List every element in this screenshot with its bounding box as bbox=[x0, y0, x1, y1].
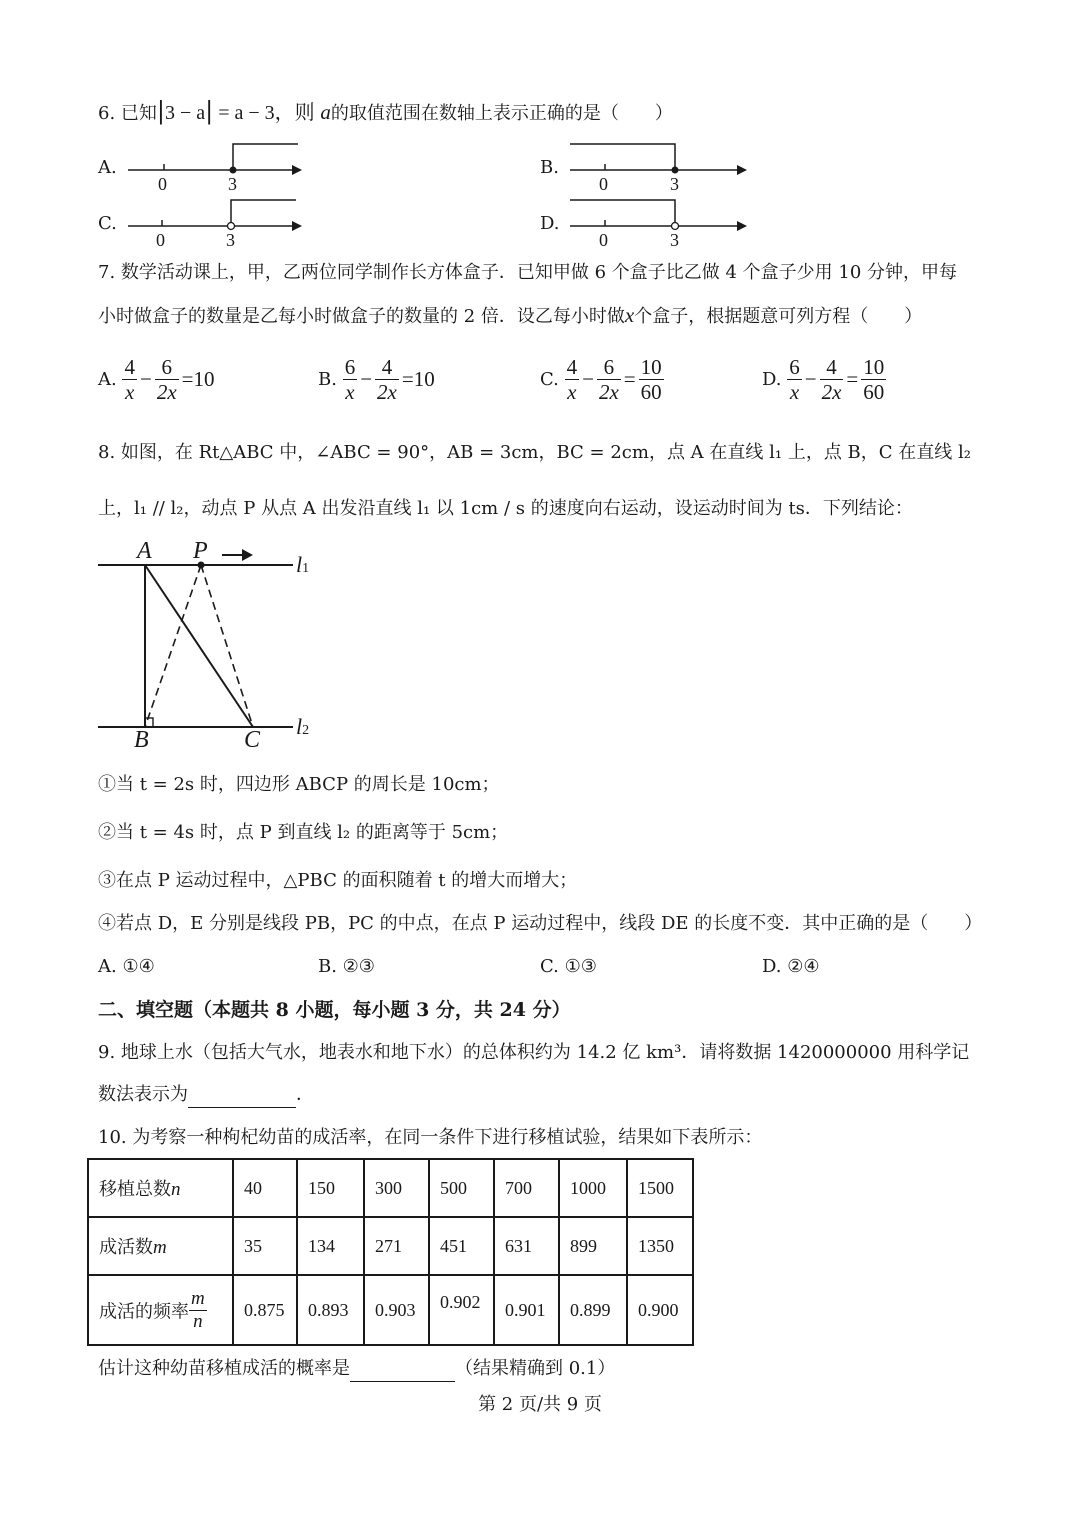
table-header-cell: 成活数m bbox=[88, 1217, 233, 1275]
q8-option-d[interactable]: D. ②④ bbox=[762, 956, 820, 977]
fig-label-a: A bbox=[137, 538, 152, 564]
table-cell: 0.893 bbox=[297, 1275, 364, 1345]
table-cell: 300 bbox=[364, 1159, 429, 1217]
q6-option-b-letter[interactable]: B. bbox=[540, 157, 559, 178]
q9-line-1: 9. 地球上水（包括大气水，地表水和地下水）的总体积约为 14.2 亿 km³．请将数据 1420000000 用科学记 bbox=[98, 1042, 970, 1063]
q6-option-a-letter[interactable]: A. bbox=[98, 157, 117, 178]
q10-table bbox=[87, 1158, 694, 1346]
q8-statement-2: ②当 t = 4s 时，点 P 到直线 l₂ 的距离等于 5cm； bbox=[98, 822, 509, 843]
table-cell: 451 bbox=[429, 1217, 494, 1275]
q8-option-a[interactable]: A. ①④ bbox=[98, 956, 155, 977]
q6-option-c-letter[interactable]: C. bbox=[98, 213, 117, 234]
table-cell: 899 bbox=[559, 1217, 627, 1275]
q6-option-b-number-line bbox=[565, 140, 765, 195]
segment-ac bbox=[145, 565, 253, 727]
q8-line-2: 上，l₁ // l₂，动点 P 从点 A 出发沿直线 l₁ 以 1cm / s 的速度向右运动，设运动时间为 ts．下列结论： bbox=[98, 498, 913, 519]
table-cell: 0.900 bbox=[627, 1275, 693, 1345]
q10-after-table: 估计这种幼苗移植成活的概率是 （结果精确到 0.1） bbox=[98, 1356, 615, 1382]
table-header-cell: 成活的频率 $\frac{m}{n}$ bbox=[88, 1275, 233, 1345]
page-footer: 第 2 页/共 9 页 bbox=[478, 1394, 602, 1415]
table-cell: 1000 bbox=[559, 1159, 627, 1217]
q8-option-b[interactable]: B. ②③ bbox=[318, 956, 375, 977]
section-2-heading: 二、填空题（本题共 8 小题，每小题 3 分，共 24 分） bbox=[98, 999, 571, 1021]
table-cell: 1500 bbox=[627, 1159, 693, 1217]
q10-line-1: 10. 为考察一种枸杞幼苗的成活率，在同一条件下进行移植试验，结果如下表所示： bbox=[98, 1127, 763, 1148]
table-cell: 150 bbox=[297, 1159, 364, 1217]
fig-label-c: C bbox=[244, 727, 261, 753]
segment-pb bbox=[145, 565, 201, 727]
q10-answer-blank[interactable] bbox=[350, 1361, 455, 1382]
table-cell: 0.875 bbox=[233, 1275, 297, 1345]
q9-answer-blank[interactable] bbox=[188, 1087, 296, 1108]
q8-option-c[interactable]: C. ①③ bbox=[540, 956, 597, 977]
q6-b-zero: 0 bbox=[599, 174, 608, 194]
table-cell: 35 bbox=[233, 1217, 297, 1275]
q7-option-d[interactable]: D. $\frac{6}{x}$ − $\frac{4}{2x}$ = $\frac{10}{60}$ bbox=[762, 355, 885, 404]
table-header-cell: 移植总数n bbox=[88, 1159, 233, 1217]
table-cell: 500 bbox=[429, 1159, 494, 1217]
segment-pc bbox=[201, 565, 253, 727]
q8-statement-1: ①当 t = 2s 时，四边形 ABCP 的周长是 10cm； bbox=[98, 774, 500, 795]
table-cell: 0.902 bbox=[429, 1275, 494, 1345]
table-cell: 1350 bbox=[627, 1217, 693, 1275]
table-cell: 0.899 bbox=[559, 1275, 627, 1345]
table-cell: 271 bbox=[364, 1217, 429, 1275]
q8-line-1: 8. 如图，在 Rt△ABC 中，∠ABC = 90°，AB = 3cm，BC = 2cm，点 A 在直线 l₁ 上，点 B，C 在直线 l₂ bbox=[98, 442, 971, 463]
fig-label-l2: l2 bbox=[296, 714, 310, 739]
table-cell: 700 bbox=[494, 1159, 559, 1217]
q7-option-c[interactable]: C. $\frac{4}{x}$ − $\frac{6}{2x}$ = $\frac{10}{60}$ bbox=[540, 355, 662, 404]
table-cell: 631 bbox=[494, 1217, 559, 1275]
table-cell: 40 bbox=[233, 1159, 297, 1217]
table-cell: 0.903 bbox=[364, 1275, 429, 1345]
q6-a-three: 3 bbox=[228, 174, 237, 194]
fig-label-p: P bbox=[193, 538, 208, 564]
fig-label-l1: l1 bbox=[296, 552, 310, 577]
table-cell: 0.901 bbox=[494, 1275, 559, 1345]
q6-d-zero: 0 bbox=[599, 230, 608, 250]
fig-label-b: B bbox=[134, 727, 149, 753]
q6-a-zero: 0 bbox=[158, 174, 167, 194]
q8-statement-3: ③在点 P 运动过程中，△PBC 的面积随着 t 的增大而增大； bbox=[98, 870, 578, 891]
table-row bbox=[88, 1159, 693, 1217]
q6-c-three: 3 bbox=[226, 230, 235, 250]
q6-option-a-number-line bbox=[120, 140, 320, 195]
q7-line-1: 7. 数学活动课上，甲，乙两位同学制作长方体盒子．已知甲做 6 个盒子比乙做 4 个盒子少用 10 分钟，甲每 bbox=[98, 262, 958, 283]
table-row bbox=[88, 1217, 693, 1275]
q7-line-2: 小时做盒子的数量是乙每小时做盒子的数量的 2 倍．设乙每小时做x个盒子，根据题意可列方程（ ） bbox=[98, 303, 923, 327]
q6-option-c-number-line bbox=[120, 196, 320, 251]
table-row bbox=[88, 1275, 693, 1345]
q6-option-d-letter[interactable]: D. bbox=[540, 213, 560, 234]
q6-b-three: 3 bbox=[670, 174, 679, 194]
q6-stem: 6. 已知|3 − a| = a − 3，则 a的取值范围在数轴上表示正确的是（ ） bbox=[98, 97, 673, 125]
table-cell: 134 bbox=[297, 1217, 364, 1275]
q6-d-three: 3 bbox=[670, 230, 679, 250]
q8-statement-4: ④若点 D，E 分别是线段 PB，PC 的中点，在点 P 运动过程中，线段 DE 的长度不变．其中正确的是（ ） bbox=[98, 913, 983, 934]
q6-option-d-number-line bbox=[565, 196, 765, 251]
q9-line-2: 数法表示为 ． bbox=[98, 1082, 314, 1108]
q7-option-b[interactable]: B. $\frac{6}{x}$ − $\frac{4}{2x}$ =10 bbox=[318, 355, 435, 404]
q6-c-zero: 0 bbox=[156, 230, 165, 250]
q7-option-a[interactable]: A. $\frac{4}{x}$ − $\frac{6}{2x}$ =10 bbox=[98, 355, 215, 404]
